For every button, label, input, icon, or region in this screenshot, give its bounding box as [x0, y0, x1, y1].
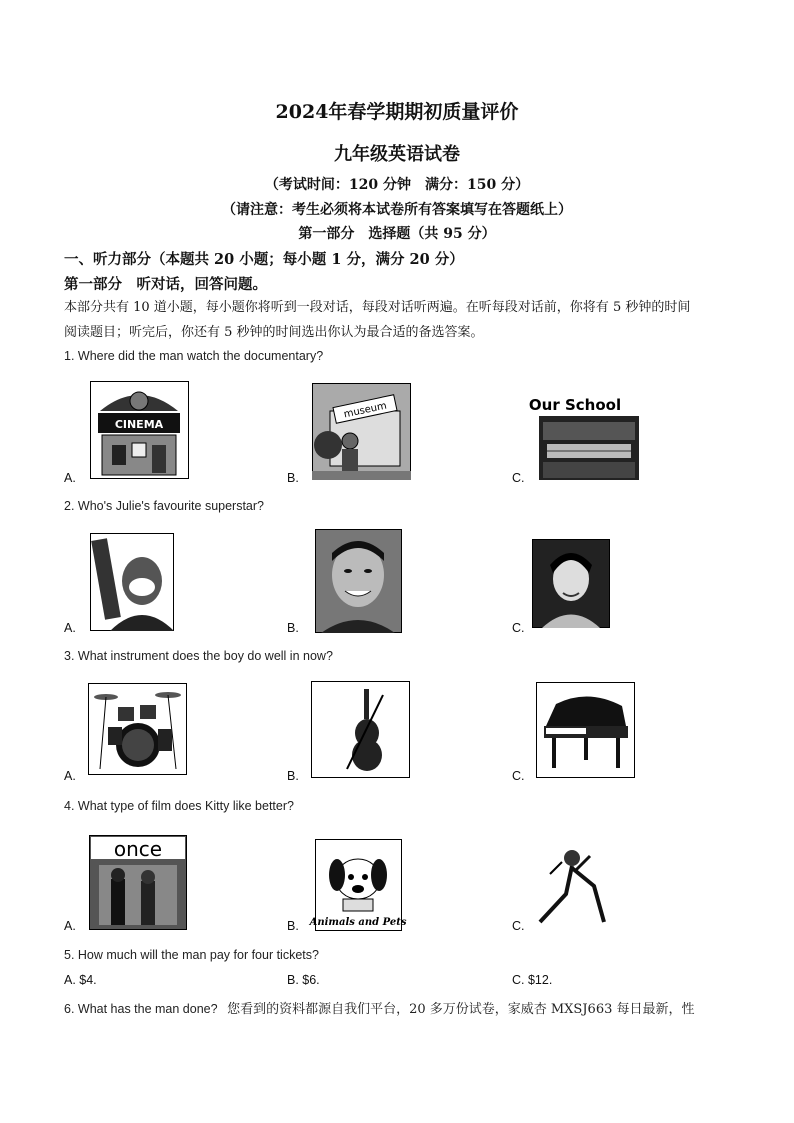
question-4: 4. What type of film does Kitty like better?: [64, 799, 294, 813]
part-one-heading: 第一部分 选择题（共 95 分）: [298, 226, 496, 242]
option-4a[interactable]: A.: [64, 919, 76, 933]
option-5a[interactable]: A. $4.: [64, 973, 97, 987]
question-6-text: 6. What has the man done?: [64, 1002, 218, 1016]
option-5b[interactable]: B. $6.: [287, 973, 320, 987]
option-2c[interactable]: C.: [512, 621, 525, 635]
film-title-text: once: [113, 837, 163, 861]
animals-pets-text: Animals and Pets: [309, 917, 407, 928]
superstar-a-image: [90, 533, 174, 631]
option-4c[interactable]: C.: [512, 919, 525, 933]
option-1c[interactable]: C.: [512, 471, 525, 485]
question-3: 3. What instrument does the boy do well in now?: [64, 649, 333, 663]
question-1: 1. Where did the man watch the documentary?: [64, 349, 324, 363]
film-poster-image: [89, 835, 187, 930]
option-2b[interactable]: B.: [287, 621, 299, 635]
school-image: [528, 392, 641, 482]
listening-subheading: 第一部分 听对话，回答问题。: [64, 276, 267, 293]
listening-section-heading: 一、听力部分（本题共 20 小题；每小题 1 分，满分 20 分）: [64, 251, 464, 268]
exam-notice: （请注意：考生必须将本试卷所有答案填写在答题纸上）: [222, 202, 572, 218]
option-3b[interactable]: B.: [287, 769, 299, 783]
instructions-line-2: 阅读题目；听完后，你还有 5 秒钟的时间选出你认为最合适的备选答案。: [64, 325, 484, 340]
cartoon-image: [532, 846, 610, 926]
exam-title: 2024年春学期期初质量评价: [275, 101, 519, 123]
option-5c[interactable]: C. $12.: [512, 973, 553, 987]
exam-subtitle: 九年级英语试卷: [334, 144, 460, 165]
museum-image: [312, 383, 411, 480]
school-sign-text: Our School: [528, 396, 622, 414]
cinema-image: [90, 381, 189, 479]
option-1b[interactable]: B.: [287, 471, 299, 485]
instructions-line-1: 本部分共有 10 道小题，每小题你将听到一段对话，每段对话听两遍。在听每段对话前，你将有 5 秒钟的时间: [64, 300, 691, 315]
option-4b[interactable]: B.: [287, 919, 299, 933]
piano-image: [536, 682, 635, 778]
animals-pets-image: [309, 839, 407, 931]
question-6-trailing-text: 您看到的资料都源自我们平台，20 多万份试卷，家威杏 MXSJ663 每日最新，性: [227, 1002, 695, 1017]
question-6: [64, 998, 695, 1017]
option-1a[interactable]: A.: [64, 471, 76, 485]
cinema-sign-text: CINEMA: [114, 418, 164, 431]
option-3a[interactable]: A.: [64, 769, 76, 783]
question-2: 2. Who's Julie's favourite superstar?: [64, 499, 264, 513]
drums-image: [88, 683, 187, 775]
option-2a[interactable]: A.: [64, 621, 76, 635]
museum-sign-text: museum: [342, 400, 388, 421]
option-3c[interactable]: C.: [512, 769, 525, 783]
violin-image: [311, 681, 410, 778]
exam-info: （考试时间：120 分钟 满分：150 分）: [264, 177, 530, 193]
question-5: 5. How much will the man pay for four tickets?: [64, 948, 319, 962]
superstar-b-image: [315, 529, 402, 633]
superstar-c-image: [532, 539, 610, 628]
